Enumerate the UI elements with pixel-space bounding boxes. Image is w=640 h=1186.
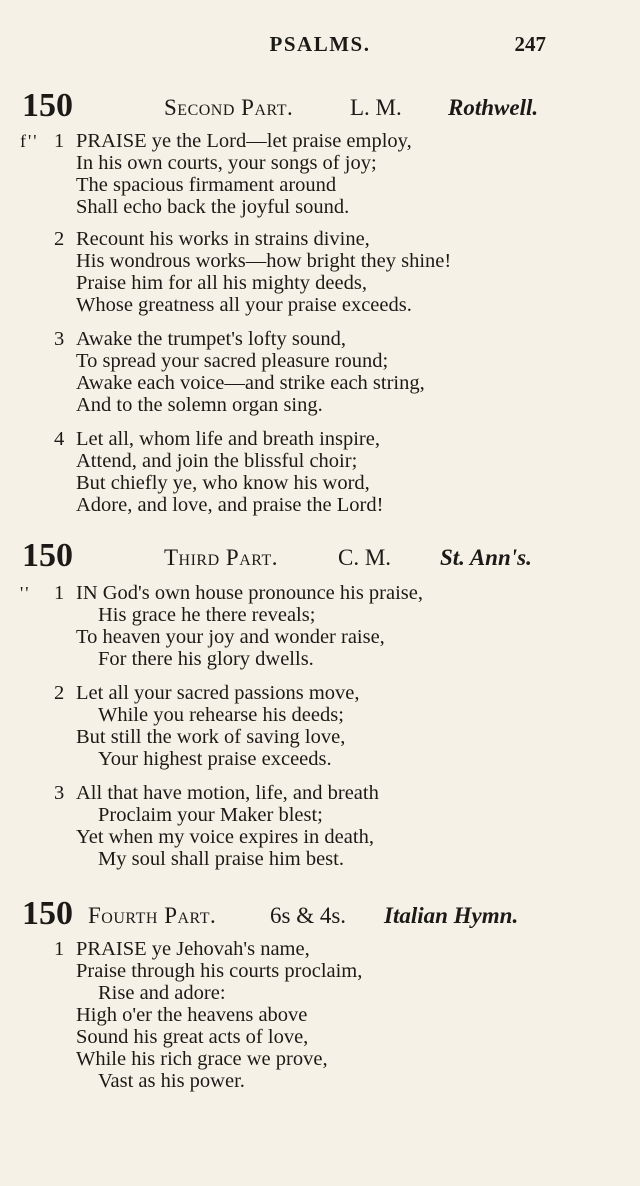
verse-line: Awake each voice—and strike each string,	[76, 372, 425, 394]
hymn-heading	[0, 86, 640, 128]
verse-line: 3 Awake the trumpet's lofty sound,	[54, 328, 346, 350]
verse-line: While you rehearse his deeds;	[98, 704, 344, 726]
verse-line: But chiefly ye, who know his word,	[76, 472, 370, 494]
hymn-number: 150	[22, 87, 73, 124]
dynamic-marks: f''	[20, 131, 39, 151]
verse-number: 2	[54, 682, 65, 704]
hymn-part-label: Second Part.	[164, 95, 294, 120]
verse-line: In his own courts, your songs of joy;	[76, 152, 377, 174]
verse-line: Proclaim your Maker blest;	[98, 804, 323, 826]
verse-number: 4	[54, 428, 65, 450]
hymn-third-part	[0, 536, 640, 870]
verse-line: To spread your sacred pleasure round;	[76, 350, 389, 372]
hymn-tune-name: Rothwell.	[448, 95, 539, 120]
hymn-meter: 6s & 4s.	[270, 903, 347, 928]
verse-line: 4 Let all, whom life and breath inspire,	[54, 428, 380, 450]
hymn-meter: L. M.	[350, 95, 402, 120]
hymn-meter: C. M.	[338, 545, 392, 570]
verse-line: 3 All that have motion, life, and breath	[54, 782, 379, 804]
verse-line: High o'er the heavens above	[76, 1004, 308, 1026]
verse-line: Whose greatness all your praise exceeds.	[76, 294, 412, 316]
verse-line: Shall echo back the joyful sound.	[76, 196, 350, 218]
verse-line: Your highest praise exceeds.	[98, 748, 332, 770]
verse-line: Sound his great acts of love,	[76, 1026, 309, 1048]
running-head-title: PSALMS.	[269, 32, 371, 56]
hymn-tune-name: St. Ann's.	[440, 545, 532, 570]
verse-line: Vast as his power.	[98, 1070, 245, 1092]
verse-line: 1 PRAISE ye the Lord—let praise employ,	[54, 130, 412, 152]
hymn-number: 150	[22, 537, 73, 574]
hymn-heading	[0, 894, 640, 936]
verse-number: 1	[54, 582, 65, 604]
running-head	[0, 32, 640, 62]
verse-line: Rise and adore:	[98, 982, 226, 1004]
verse-line: Adore, and love, and praise the Lord!	[76, 494, 384, 516]
hymn-part-label: Fourth Part.	[88, 903, 217, 928]
verse-line: His wondrous works—how bright they shine!	[76, 250, 452, 272]
verse-line: While his rich grace we prove,	[76, 1048, 328, 1070]
verse-line: His grace he there reveals;	[98, 604, 316, 626]
verse-line: Yet when my voice expires in death,	[76, 826, 374, 848]
verse-number: 3	[54, 328, 65, 350]
verse-line: My soul shall praise him best.	[98, 848, 344, 870]
verse-number: 1	[54, 938, 65, 960]
verse-line: Attend, and join the blissful choir;	[76, 450, 358, 472]
hymn-number: 150	[22, 895, 73, 932]
verse-line: But still the work of saving love,	[76, 726, 346, 748]
hymn-second-part	[0, 86, 640, 516]
verse-line: Praise him for all his mighty deeds,	[76, 272, 367, 294]
verse-line: Praise through his courts proclaim,	[76, 960, 363, 982]
hymn-fourth-part	[0, 894, 640, 1092]
hymn-part-label: Third Part.	[164, 545, 278, 570]
verse-line: 1 IN God's own house pronounce his praise,	[54, 582, 424, 604]
verse-line: For there his glory dwells.	[98, 648, 314, 670]
verse-line: And to the solemn organ sing.	[76, 394, 323, 416]
verse-number: 2	[54, 228, 65, 250]
page-number: 247	[514, 32, 546, 56]
verse-number: 3	[54, 782, 65, 804]
verse-line: 2 Recount his works in strains divine,	[54, 228, 370, 250]
verse-number: 1	[54, 130, 65, 152]
verse-line: The spacious firmament around	[76, 174, 337, 196]
dynamic-marks: ''	[20, 583, 31, 603]
verse-line: 1 PRAISE ye Jehovah's name,	[54, 938, 310, 960]
verse-line: To heaven your joy and wonder raise,	[76, 626, 385, 648]
verse-line: 2 Let all your sacred passions move,	[54, 682, 360, 704]
hymn-tune-name: Italian Hymn.	[384, 903, 519, 928]
hymn-heading	[0, 536, 640, 578]
